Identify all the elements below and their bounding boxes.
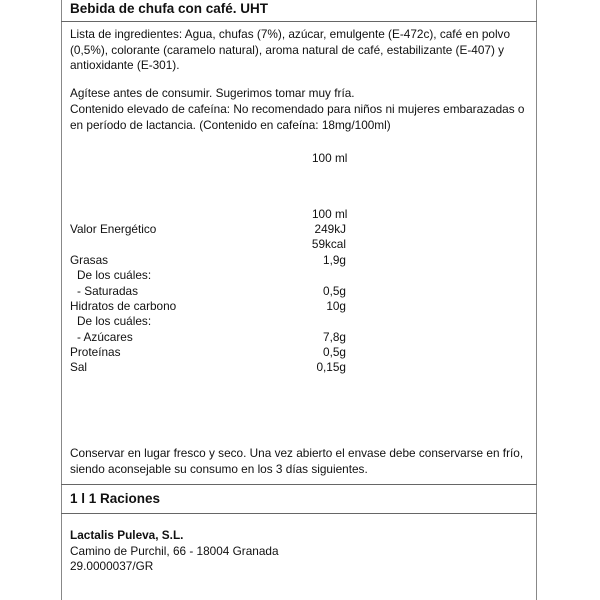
divider <box>61 513 537 514</box>
nutrition-row-value: 59kcal <box>311 237 346 251</box>
portions-info: 1 l 1 Raciones <box>70 491 161 506</box>
nutrition-row-label: De los cuáles: <box>77 268 152 282</box>
nutrition-row-value: 7,8g <box>323 330 346 344</box>
consumption-advice: Agítese antes de consumir. Sugerimos tomar muy fría. <box>70 86 355 100</box>
nutrition-row-label: Grasas <box>70 253 109 267</box>
nutrition-row-value: 0,5g <box>323 284 346 298</box>
serving-header: 100 ml <box>312 151 348 165</box>
company-address: Camino de Purchil, 66 - 18004 Granada <box>70 544 279 558</box>
divider <box>61 484 537 485</box>
company-name: Lactalis Puleva, S.L. <box>70 528 184 542</box>
divider <box>61 21 537 22</box>
nutrition-row-value: 0,15g <box>316 360 346 374</box>
nutrition-row-label: Hidratos de carbono <box>70 299 177 313</box>
nutrition-row-label: Proteínas <box>70 345 121 359</box>
nutrition-row-value: 0,5g <box>323 345 346 359</box>
nutrition-row-label: De los cuáles: <box>77 314 152 328</box>
ingredients-list: Lista de ingredientes: Agua, chufas (7%), azúcar, emulgente (E-472c), café en polvo (0,5%), colorante (caramelo natural), aroma natural de café, estabilizante (E-407) y antioxidante (E-301). <box>70 27 511 72</box>
nutrition-column-header: 100 ml <box>312 207 348 221</box>
storage-instructions: Conservar en lugar fresco y seco. Una vez abierto el envase debe conservarse en frío, siendo aconsejable su consumo en los 3 días siguientes. <box>70 446 524 476</box>
nutrition-row-label: Valor Energético <box>70 222 157 236</box>
caffeine-warning: Contenido elevado de cafeína: No recomendado para niños ni mujeres embarazadas o en período de lactancia. (Contenido en cafeína: 18mg/100ml) <box>70 102 525 132</box>
nutrition-row-value: 249kJ <box>314 222 346 236</box>
nutrition-row-label: Sal <box>70 360 88 374</box>
product-title: Bebida de chufa con café. UHT <box>70 1 269 16</box>
nutrition-row-value: 10g <box>326 299 346 313</box>
nutrition-row-label: - Saturadas <box>77 284 138 298</box>
nutrition-row-label: - Azúcares <box>77 330 133 344</box>
nutrition-row-value: 1,9g <box>323 253 346 267</box>
sanitary-registry: 29.0000037/GR <box>70 559 154 573</box>
